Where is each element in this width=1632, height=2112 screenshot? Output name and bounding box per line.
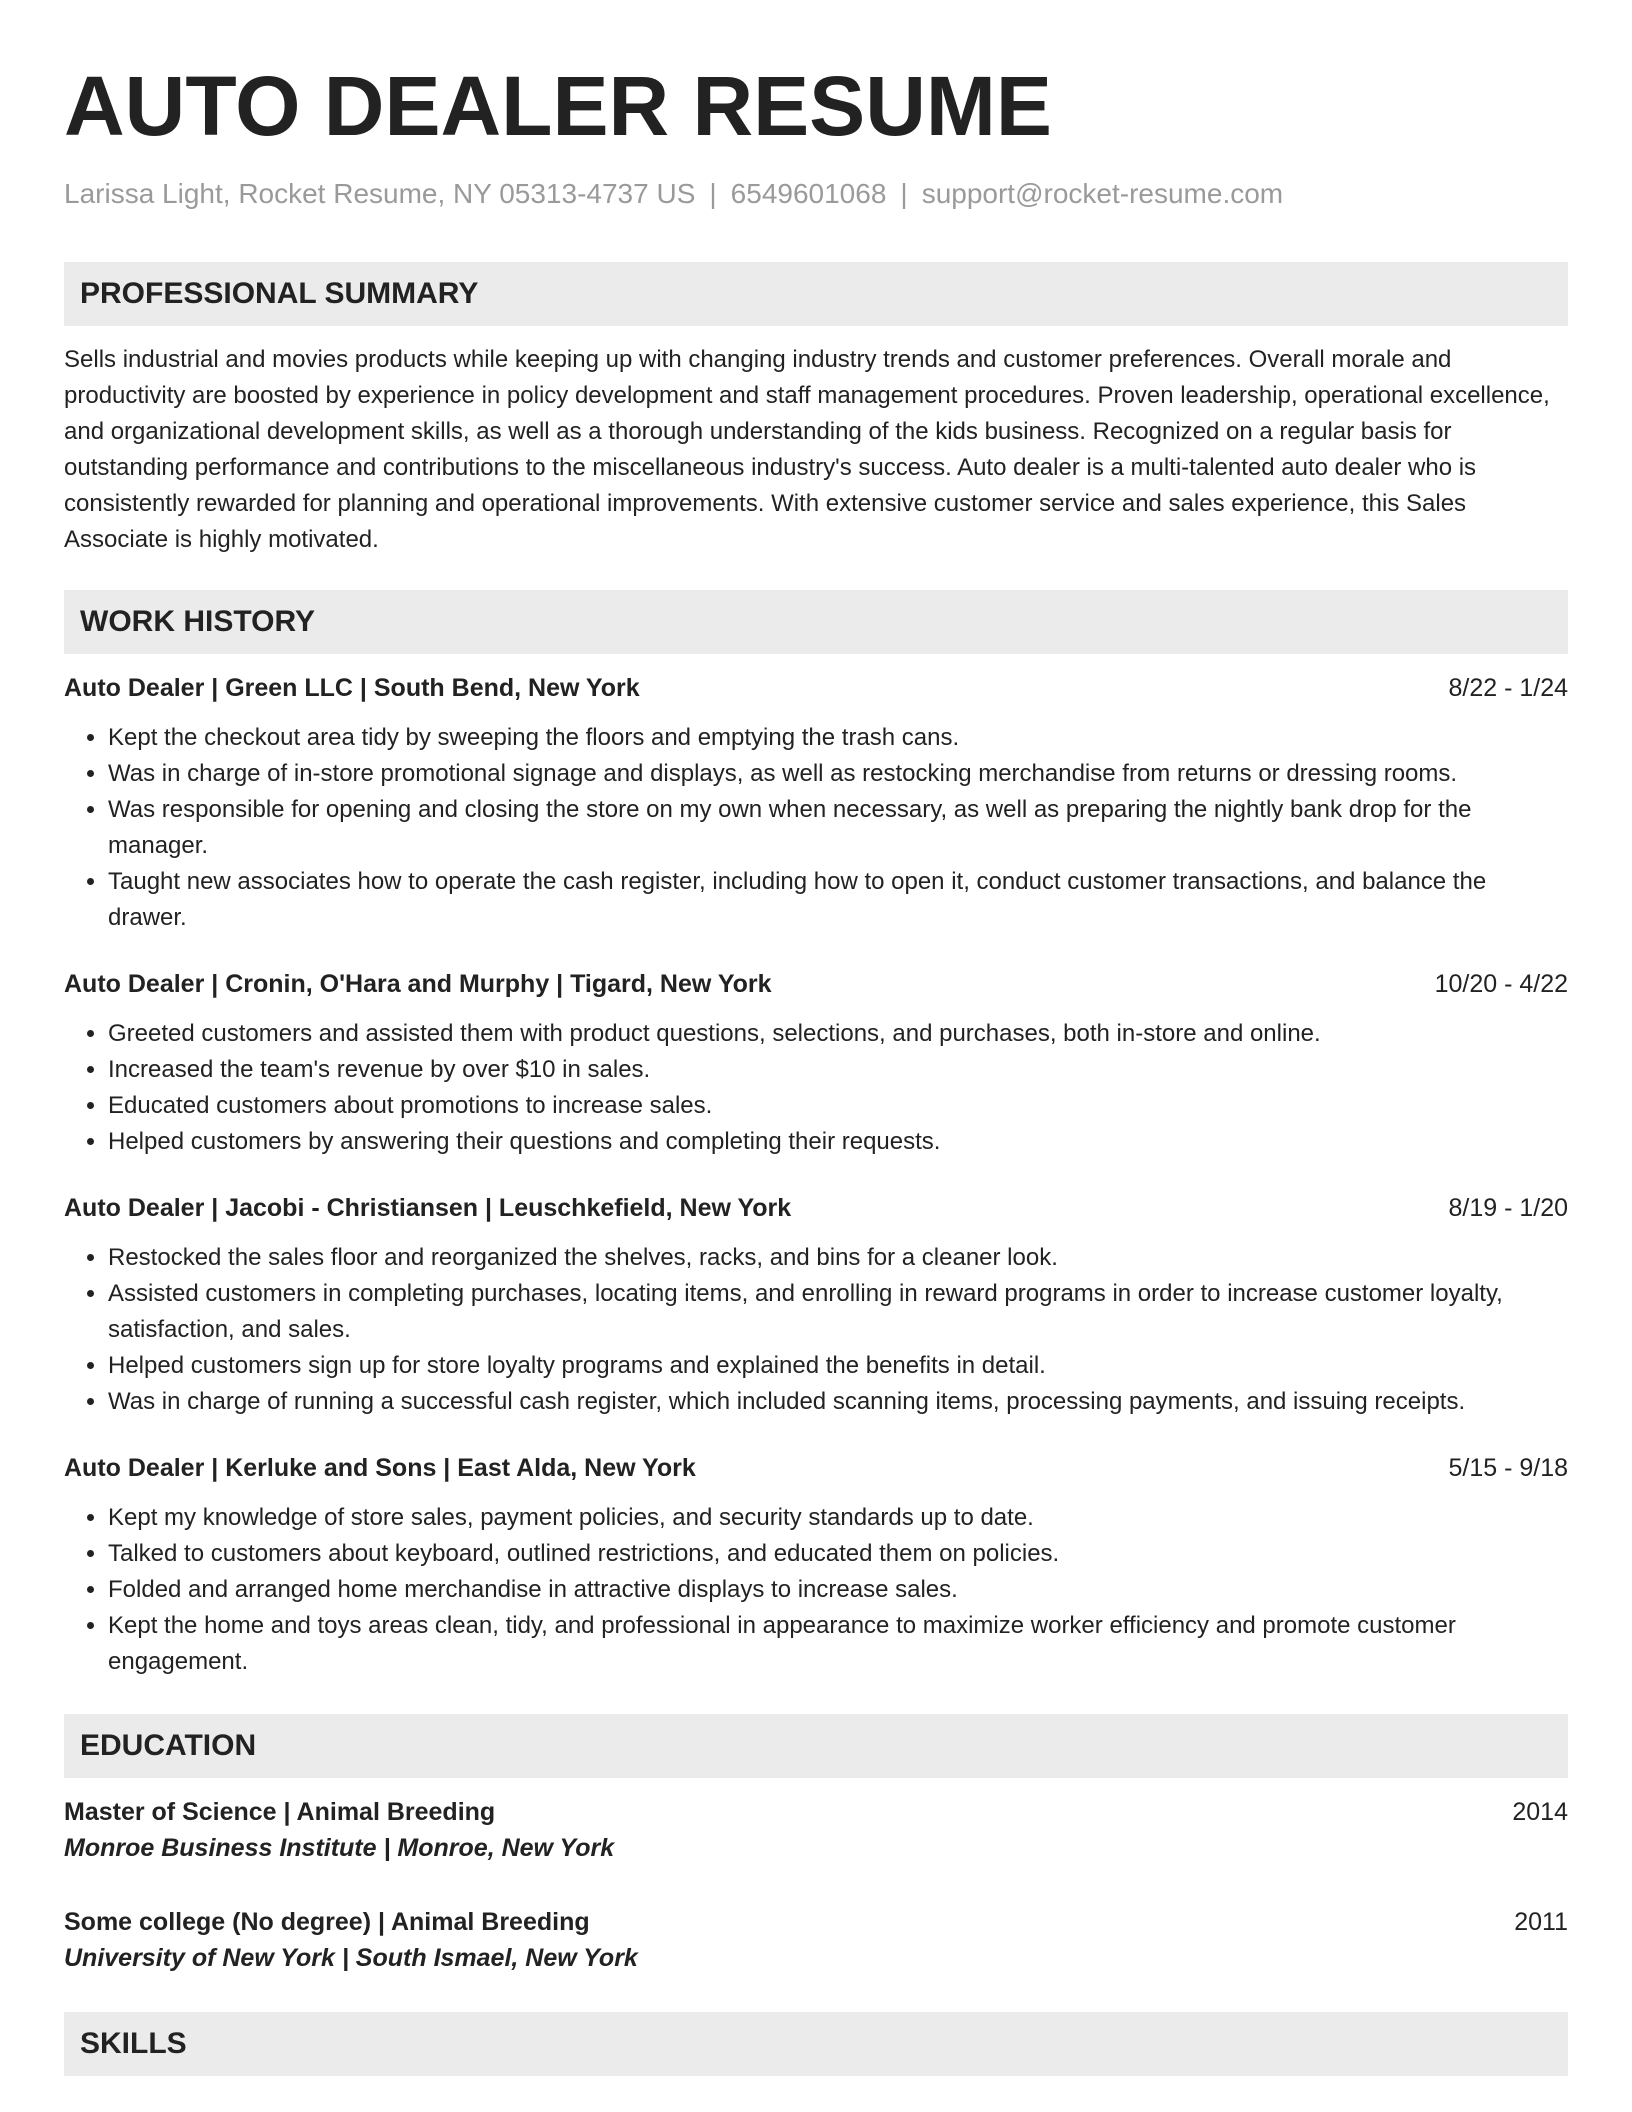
contact-separator: | — [709, 178, 717, 209]
job-bullet: • Was responsible for opening and closing the store on my own when necessary, as well as preparing the nightly bank drop for the manager. — [108, 792, 1568, 864]
contact-line — [64, 174, 1568, 214]
job-dates: 10/20 - 4/22 — [1434, 970, 1568, 998]
job-title: Auto Dealer | Green LLC | South Bend, New York — [64, 674, 640, 702]
resume-title: AUTO DEALER RESUME — [64, 59, 1052, 153]
job-bullet: • Helped customers sign up for store loyalty programs and explained the benefits in detail. — [108, 1348, 1568, 1384]
job-header — [64, 1190, 1568, 1226]
education-school: Monroe Business Institute | Monroe, New York — [64, 1834, 615, 1862]
education-header — [64, 1794, 1568, 1830]
job-dates: 8/22 - 1/24 — [1448, 674, 1568, 702]
job-bullets — [64, 1500, 1568, 1680]
job-dates: 8/19 - 1/20 — [1448, 1194, 1568, 1222]
contact-email: support@rocket-resume.com — [921, 178, 1284, 209]
job-dates: 5/15 - 9/18 — [1448, 1454, 1568, 1482]
job-bullet: • Kept my knowledge of store sales, payment policies, and security standards up to date. — [108, 1500, 1568, 1536]
job-title: Auto Dealer | Jacobi - Christiansen | Leuschkefield, New York — [64, 1194, 792, 1222]
education-year: 2011 — [1514, 1908, 1568, 1936]
education-degree: Some college (No degree) | Animal Breeding — [64, 1908, 590, 1936]
job-bullet: • Helped customers by answering their questions and completing their requests. — [108, 1124, 1568, 1160]
job-entry — [64, 670, 1568, 936]
job-bullet: • Restocked the sales floor and reorganized the shelves, racks, and bins for a cleaner look. — [108, 1240, 1568, 1276]
contact-phone: 6549601068 — [730, 178, 887, 209]
job-bullet: • Kept the home and toys areas clean, tidy, and professional in appearance to maximize worker efficiency and promote customer engagement. — [108, 1608, 1568, 1680]
section-heading-summary: PROFESSIONAL SUMMARY — [64, 262, 1568, 326]
job-bullet: • Assisted customers in completing purchases, locating items, and enrolling in reward programs in order to increase customer loyalty, satisfaction, and sales. — [108, 1276, 1568, 1348]
section-heading-work: WORK HISTORY — [64, 590, 1568, 654]
job-title: Auto Dealer | Kerluke and Sons | East Alda, New York — [64, 1454, 696, 1482]
job-entry — [64, 1190, 1568, 1420]
summary-text: Sells industrial and movies products while keeping up with changing industry trends and customer preferences. Overall morale and productivity are boosted by experience in policy development and staff management procedures. Proven leadership, operational excellence, and organizational development skills, as well as a thorough understanding of the kids business. Recognized on a regular basis for outstanding performance and contributions to the miscellaneous industry's success. Auto dealer is a multi-talented auto dealer who is consistently rewarded for planning and operational improvements. With extensive customer service and sales experience, this Sales Associate is highly motivated. — [64, 346, 1550, 553]
contact-address: Larissa Light, Rocket Resume, NY 05313-4737 US — [64, 178, 696, 209]
education-degree: Master of Science | Animal Breeding — [64, 1798, 496, 1826]
section-heading-education: EDUCATION — [64, 1714, 1568, 1778]
job-bullet: • Kept the checkout area tidy by sweeping the floors and emptying the trash cans. — [108, 720, 1568, 756]
job-bullet: • Educated customers about promotions to increase sales. — [108, 1088, 1568, 1124]
job-bullet: • Taught new associates how to operate the cash register, including how to open it, conduct customer transactions, and balance the drawer. — [108, 864, 1568, 936]
job-header — [64, 1450, 1568, 1486]
education-entry — [64, 1794, 1568, 1866]
job-bullet: • Talked to customers about keyboard, outlined restrictions, and educated them on policies. — [108, 1536, 1568, 1572]
job-bullets — [64, 1016, 1568, 1160]
job-header — [64, 966, 1568, 1002]
contact-separator: | — [900, 178, 908, 209]
education-year: 2014 — [1512, 1798, 1568, 1826]
job-bullet: • Increased the team's revenue by over $10 in sales. — [108, 1052, 1568, 1088]
education-school: University of New York | South Ismael, New York — [64, 1944, 638, 1972]
job-bullet: • Was in charge of running a successful cash register, which included scanning items, processing payments, and issuing receipts. — [108, 1384, 1568, 1420]
job-bullet: • Greeted customers and assisted them with product questions, selections, and purchases, both in-store and online. — [108, 1016, 1568, 1052]
job-bullets — [64, 720, 1568, 936]
job-title: Auto Dealer | Cronin, O'Hara and Murphy | Tigard, New York — [64, 970, 772, 998]
job-bullet: • Folded and arranged home merchandise in attractive displays to increase sales. — [108, 1572, 1568, 1608]
job-entry — [64, 1450, 1568, 1680]
education-header — [64, 1904, 1568, 1940]
section-heading-skills: SKILLS — [64, 2012, 1568, 2076]
job-bullets — [64, 1240, 1568, 1420]
education-entry — [64, 1904, 1568, 1976]
job-header — [64, 670, 1568, 706]
job-entry — [64, 966, 1568, 1160]
job-bullet: • Was in charge of in-store promotional signage and displays, as well as restocking merchandise from returns or dressing rooms. — [108, 756, 1568, 792]
